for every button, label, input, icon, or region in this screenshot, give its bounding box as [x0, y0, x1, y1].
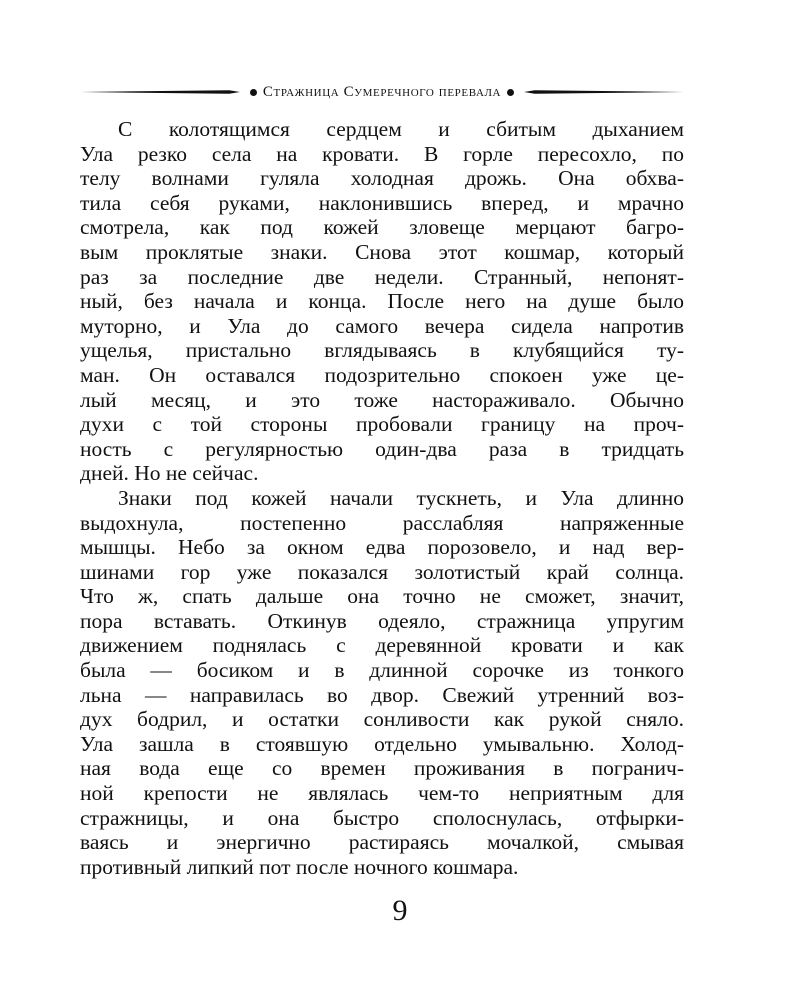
text-line: ной крепости не являлась чем-то неприятным для	[80, 781, 684, 806]
text-line: лый месяц, и это тоже настораживало. Обычно	[80, 387, 684, 412]
text-line: мышцы. Небо за окном едва порозовело, и над вер-	[80, 535, 684, 560]
text-line: смотрела, как под кожей зловеще мерцают багро-	[80, 215, 684, 240]
decorative-rule-right	[524, 84, 684, 100]
body-text	[80, 117, 684, 879]
text-line: льна — направилась во двор. Свежий утренний воз-	[80, 682, 684, 707]
running-title: Стражница Сумеречного перевала	[262, 83, 502, 100]
bullet-icon	[250, 89, 257, 96]
text-line: Ула зашла в стоявшую отдельно умывальню. Холод-	[80, 731, 684, 756]
text-line: Знаки под кожей начали тускнеть, и Ула длинно	[118, 485, 684, 510]
decorative-rule-left	[80, 84, 240, 100]
running-header	[80, 80, 684, 104]
text-line: телу волнами гуляла холодная дрожь. Она обхва-	[80, 166, 684, 191]
text-line: тила себя руками, наклонившись вперед, и мрачно	[80, 190, 684, 215]
text-line: шинами гор уже показался золотистый край солнца.	[80, 559, 684, 584]
page-number: 9	[392, 894, 408, 927]
text-line: стражницы, и она быстро сполоснулась, отфырки-	[80, 805, 684, 830]
text-line: ваясь и энергично растираясь мочалкой, смывая	[80, 830, 684, 855]
text-line: С колотящимся сердцем и сбитым дыханием	[118, 117, 684, 141]
text-line: была — босиком и в длинной сорочке из тонкого	[80, 658, 684, 683]
text-line: ность с регулярностью один-два раза в тридцать	[80, 436, 684, 461]
text-line: вым проклятые знаки. Снова этот кошмар, который	[80, 239, 684, 264]
text-line: ный, без начала и конца. После него на душе было	[80, 289, 684, 314]
text-line: ная вода еще со времен проживания в погранич-	[80, 756, 684, 781]
text-line: муторно, и Ула до самого вечера сидела напротив	[80, 313, 684, 338]
text-line: раз за последние две недели. Странный, непонят-	[80, 264, 684, 289]
text-line: ман. Он оставался подозрительно спокоен уже це-	[80, 362, 684, 387]
text-line: духи с той стороны пробовали границу на проч-	[80, 412, 684, 437]
bullet-icon	[507, 89, 514, 96]
text-line: Ула резко села на кровати. В горле пересохло, по	[80, 141, 684, 166]
text-line: противный липкий пот после ночного кошмара.	[80, 854, 519, 879]
text-line: Что ж, спать дальше она точно не сможет, значит,	[80, 584, 684, 609]
text-line: ущелья, пристально вглядываясь в клубящийся ту-	[80, 338, 684, 363]
text-line: пора вставать. Откинув одеяло, стражница упругим	[80, 608, 684, 633]
text-line: движением поднялась с деревянной кровати и как	[80, 633, 684, 658]
text-line: выдохнула, постепенно расслабляя напряженные	[80, 510, 684, 535]
text-line: дней. Но не сейчас.	[80, 461, 259, 486]
header-title-group	[240, 84, 524, 101]
text-line: дух бодрил, и остатки сонливости как рукой сняло.	[80, 707, 684, 732]
